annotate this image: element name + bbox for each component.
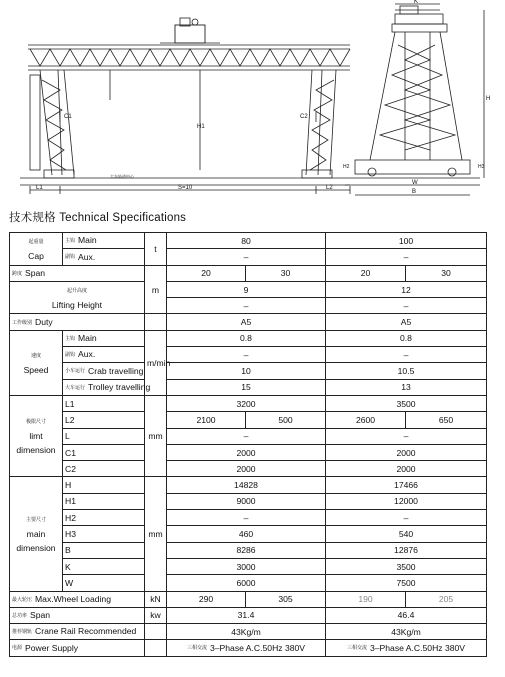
table-row: 推荐钢轨 Crane Rail Recommended 43Kg/m 43Kg/m [10, 624, 487, 640]
table-row: H1 9000 12000 [10, 493, 487, 509]
label-b: B [412, 189, 417, 195]
table-row: – – [10, 298, 487, 314]
table-row: L – – [10, 428, 487, 444]
table-row: 速度 Speed 主钩 Main m/min 0.8 0.8 [10, 330, 487, 346]
table-row: 主要尺寸 main dimension H mm 14828 17466 [10, 477, 487, 493]
table-row: 跨度 Span m 20 30 20 30 [10, 265, 487, 281]
table-row: 起升高度 Lifting Height 9 12 [10, 281, 487, 297]
table-row: 大车运行 Trolley travelling 15 13 [10, 379, 487, 395]
table-row: 起重量 Cap 主钩 Main t 80 100 [10, 233, 487, 249]
table-row: 总功率 Span kw 31.4 46.4 [10, 607, 487, 623]
table-row: 极限尺寸 limt dimension L1 mm 3200 3500 [10, 395, 487, 411]
table-row: 电源 Power Supply 三相交流 3–Phase A.C.50Hz 380V 三相交流 3–Phase A.C.50Hz 380V [10, 640, 487, 656]
label-rail-center: 大车轨道中心 [110, 174, 134, 179]
front-elevation [20, 18, 350, 194]
table-row: K 3000 3500 [10, 558, 487, 574]
table-row: C2 2000 2000 [10, 461, 487, 477]
table-row: 副钩 Aux. – – [10, 249, 487, 265]
table-row: L2 2100 500 2600 650 [10, 412, 487, 428]
table-row: B 8286 12876 [10, 542, 487, 558]
spec-title-en: Technical Specifications [59, 212, 187, 224]
label-h2: H2 [343, 164, 350, 170]
table-row: 工作级别 Duty A5 A5 [10, 314, 487, 330]
table-row: 最大轮压 Max.Wheel Loading kN 290 305 190 205 [10, 591, 487, 607]
table-row: H3 460 540 [10, 526, 487, 542]
label-span: S=10 [178, 185, 193, 191]
table-row: H2 – – [10, 510, 487, 526]
table-row: 副钩 Aux. – – [10, 347, 487, 363]
table-row: C1 2000 2000 [10, 444, 487, 460]
spec-title-cn: 技术规格 [9, 212, 56, 224]
label-h1: H1 [197, 124, 205, 130]
label-w: W [412, 180, 418, 186]
label-l2: L2 [326, 185, 333, 191]
label-l1: L1 [36, 185, 43, 191]
crane-drawing [0, 0, 505, 205]
side-elevation [345, 4, 484, 195]
label-c1: C1 [64, 114, 72, 120]
label-k: K [414, 0, 419, 5]
table-row: 小车运行 Crab travelling 10 10.5 [10, 363, 487, 379]
table-row: W 6000 7500 [10, 575, 487, 591]
spec-title [9, 209, 186, 225]
label-h3: H3 [478, 164, 485, 170]
spec-table [9, 232, 487, 657]
label-h: H [486, 96, 491, 102]
label-c2: C2 [300, 114, 308, 120]
